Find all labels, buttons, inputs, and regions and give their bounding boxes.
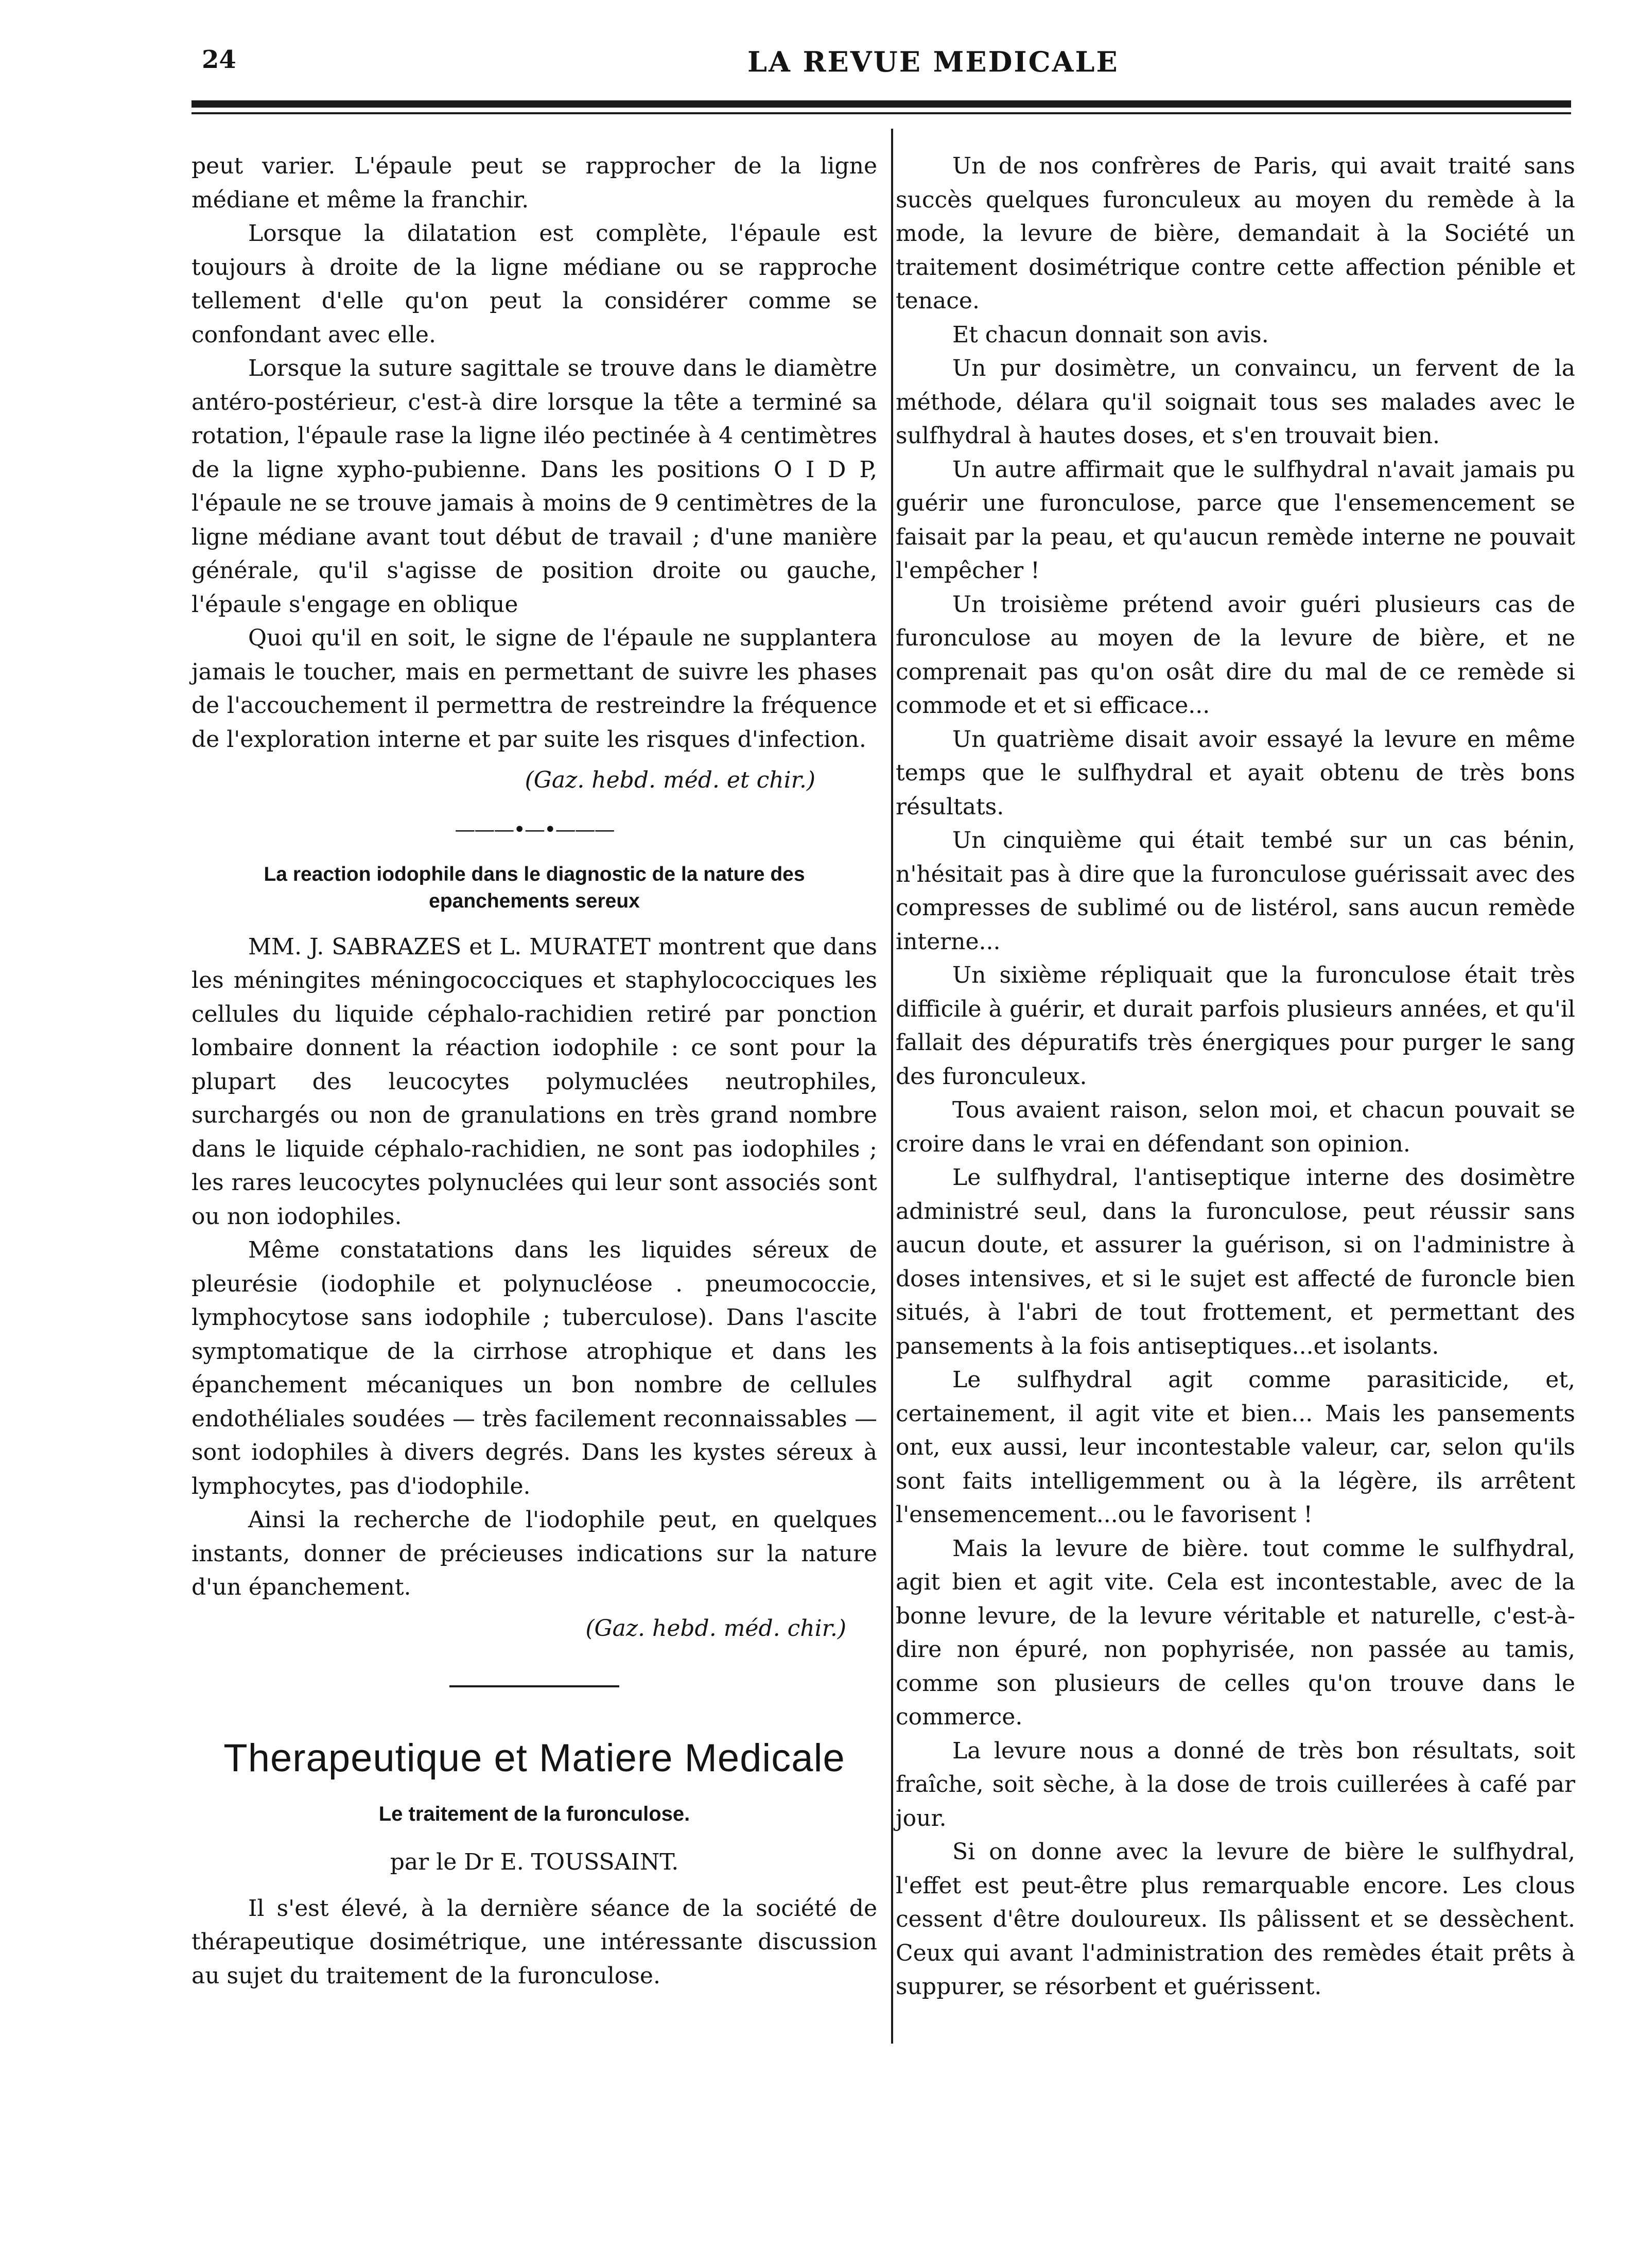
paragraph: Même constatations dans les liquides séreux de pleurésie (iodophile et polynucléose . pneumococcie, lymphocytose sans iodophile ; tuberculose). Dans l'ascite symptomatique de la cirrhose atrophique et dans les épanchement mécaniques un bon nombre de cellules endothéliales soudées — très facilement reconnaissables —sont iodophiles à divers degrés. Dans les kystes séreux à lymphocytes, pas d'iodophile. [191, 1237, 877, 1499]
paragraph: Mais la levure de bière. tout comme le sulfhydral, agit bien et agit vite. Cela est incontestable, avec de la bonne levure, de la levure véritable et naturelle, c'est-à-dire non épuré, non pophyrisée, non passée au tamis, comme son plusieurs de celles qu'on trouve dans le commerce. [896, 1535, 1575, 1730]
paragraph: Un pur dosimètre, un convaincu, un fervent de la méthode, délara qu'il soignait tous ses malades avec le sulfhydral à hautes doses, et s'en trouvait bien. [896, 355, 1575, 449]
source-citation: (Gaz. hebd. méd. chir.) [585, 1615, 846, 1642]
article-heading: La reaction iodophile dans le diagnostic de la nature des epanchements sereux [264, 863, 805, 912]
byline: par le Dr E. TOUSSAINT. [390, 1849, 679, 1875]
page-number: 24 [202, 45, 236, 74]
article-title: Le traitement de la furonculose. [378, 1803, 690, 1825]
right-column [896, 149, 1575, 2004]
column-divider [891, 129, 893, 2044]
paragraph: Un de nos confrères de Paris, qui avait traité sans succès quelques furonculeux au moyen du remède à la mode, la levure de bière, demandait à la Société un traitement dosimétrique contre cette affection pénible et tenace. [896, 153, 1575, 314]
paragraph: Un cinquième qui était tembé sur un cas bénin, n'hésitait pas à dire que la furonculose guérissait avec des compresses de sublimé ou de listérol, sans aucun remède interne... [896, 827, 1575, 955]
paragraph: Un troisième prétend avoir guéri plusieurs cas de furonculose au moyen de la levure de bière, et ne comprenait pas qu'on osât dire du mal de ce remède si commode et et si efficace... [896, 591, 1575, 719]
paragraph: Le sulfhydral agit comme parasiticide, et, certainement, il agit vite et bien... Mais les pansements ont, eux aussi, leur incontestable valeur, car, selon qu'ils sont faits intelligemment ou à la légère, ils arrêtent l'ensemencement...ou le favorisent ! [896, 1367, 1575, 1528]
left-column [191, 149, 877, 1993]
paragraph: Il s'est élevé, à la dernière séance de la société de thérapeutique dosimétrique, une intéressante discussion au sujet du traitement de la furonculose. [191, 1895, 877, 1989]
paragraph: MM. J. SABRAZES et L. MURATET montrent que dans les méningites méningococciques et staphylococciques les cellules du liquide céphalo-rachidien retiré par ponction lombaire donnent la réaction iodophile : ce sont pour la plupart des leucocytes polymuclées neutrophiles, surchargés ou non de granulations en très grand nombre dans le liquide céphalo-rachidien, ne sont pas iodophiles ; les rares leucocytes polynuclées qui leur sont associés sont ou non iodophiles. [191, 933, 877, 1230]
paragraph: Lorsque la dilatation est complète, l'épaule est toujours à droite de la ligne médiane ou se rapproche tellement d'elle qu'on peut la considérer comme se confondant avec elle. [191, 220, 877, 348]
source-citation: (Gaz. hebd. méd. et chir.) [525, 767, 815, 793]
header-rule-thick [191, 100, 1571, 108]
page-header [191, 45, 1571, 81]
paragraph: La levure nous a donné de très bon résultats, soit fraîche, soit sèche, à la dose de trois cuillerées à café par jour. [896, 1737, 1575, 1831]
ornament-divider: ———•—•——— [455, 817, 614, 842]
paragraph: Le sulfhydral, l'antiseptique interne des dosimètre administré seul, dans la furonculose, peut réussir sans aucun doute, et assurer la guérison, si on l'administre à doses intensives, et si le sujet est affecté de furoncle bien situés, à l'abri de tout frottement, et permettant des pansements à la fois antiseptiques...et isolants. [896, 1164, 1575, 1359]
paragraph: Si on donne avec la levure de bière le sulfhydral, l'effet est peut-être plus remarquable encore. Les clous cessent d'être douloureux. Ils pâlissent et se dessèchent. Ceux qui avant l'administration des remèdes était prêts à suppurer, se résorbent et guérissent. [896, 1839, 1575, 2000]
paragraph: Et chacun donnait son avis. [952, 321, 1269, 348]
paragraph: Un sixième répliquait que la furonculose était très difficile à guérir, et durait parfois plusieurs années, et qu'il fallait des dépuratifs très énergiques pour purger le sang des furonculeux. [896, 962, 1575, 1090]
paragraph: Lorsque la suture sagittale se trouve dans le diamètre antéro-postérieur, c'est-à dire lorsque la tête a terminé sa rotation, l'épaule rase la ligne iléo pectinée à 4 centimètres de la ligne xypho-pubienne. Dans les positions O I D P, l'épaule ne se trouve jamais à moins de 9 centimètres de la ligne médiane avant tout début de travail ; d'une manière générale, qu'il s'agisse de position droite ou gauche, l'épaule s'engage en oblique [191, 355, 877, 618]
paragraph: Tous avaient raison, selon moi, et chacun pouvait se croire dans le vrai en défendant son opinion. [896, 1097, 1575, 1157]
paragraph: Un autre affirmait que le sulfhydral n'avait jamais pu guérir une furonculose, parce que l'ensemencement se faisait par la peau, et qu'aucun remède interne ne pouvait l'empêcher ! [896, 456, 1575, 584]
paragraph: Ainsi la recherche de l'iodophile peut, en quelques instants, donner de précieuses indications sur la nature d'un épanchement. [191, 1507, 877, 1600]
paragraph: peut varier. L'épaule peut se rapprocher de la ligne médiane et même la franchir. [191, 153, 877, 213]
running-title: LA REVUE MEDICALE [747, 45, 1119, 78]
paragraph: Quoi qu'il en soit, le signe de l'épaule ne supplantera jamais le toucher, mais en permettant de suivre les phases de l'accouchement il permettra de restreindre la fréquence de l'exploration interne et par suite les risques d'infection. [191, 625, 877, 753]
section-title: Therapeutique et Matiere Medicale [223, 1736, 845, 1780]
paragraph: Un quatrième disait avoir essayé la levure en même temps que le sulfhydral et ayait obtenu de très bons résultats. [896, 726, 1575, 820]
section-divider [449, 1685, 619, 1687]
header-rule-thin [191, 112, 1571, 114]
